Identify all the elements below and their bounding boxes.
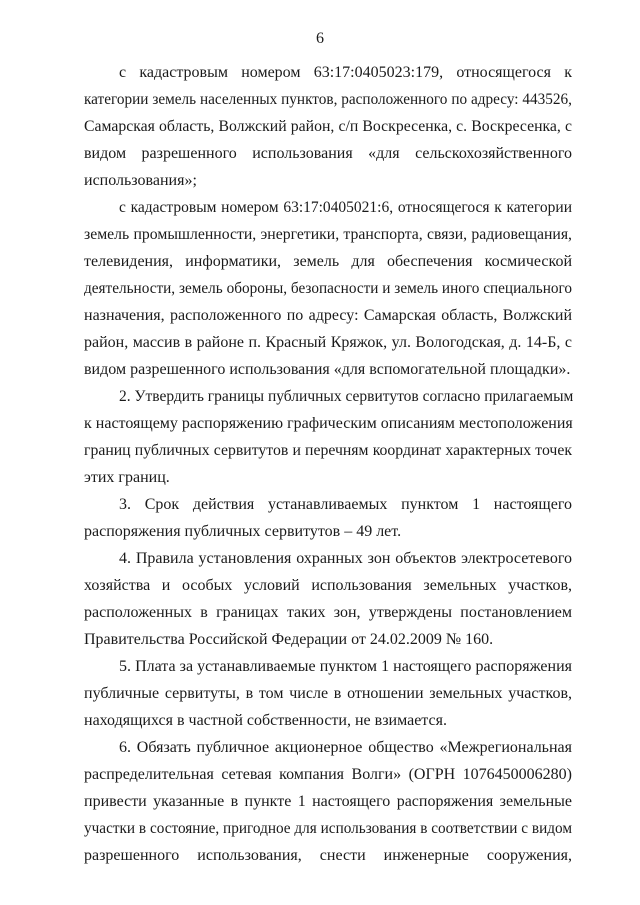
text-line: телевидения, информатики, земель для обеспечения космической [84,253,572,270]
page-number: 6 [316,30,324,47]
text-line: 5. Плата за устанавливаемые пунктом 1 настоящего распоряжения [119,658,572,675]
text-line: район, массив в районе п. Красный Кряжок, ул. Вологодская, д. 14-Б, с [84,334,572,351]
text-line: распоряжения публичных сервитутов – 49 лет. [84,523,402,540]
text-line: этих границ. [84,469,170,486]
text-line: 6. Обязать публичное акционерное общество «Межрегиональная [119,739,572,756]
text-line: границ публичных сервитутов и перечням координат характерных точек [84,442,572,459]
text-line: видом разрешенного использования «для вспомогательной площадки». [84,361,571,378]
text-line: привести указанные в пункте 1 настоящего распоряжения земельные [84,793,572,810]
text-line: земель промышленности, энергетики, транспорта, связи, радиовещания, [84,226,572,243]
text-line: с кадастровым номером 63:17:0405021:6, относящегося к категории [119,199,572,216]
text-line: Правительства Российской Федерации от 24.02.2009 № 160. [84,631,494,648]
text-line: с кадастровым номером 63:17:0405023:179, относящегося к [119,64,572,81]
text-line: распределительная сетевая компания Волги» (ОГРН 1076450006280) [84,766,572,783]
text-line: категории земель населенных пунктов, расположенного по адресу: 443526, [84,91,572,108]
text-line: Самарская область, Волжский район, с/п Воскресенка, с. Воскресенка, с [84,118,572,135]
text-line: расположенных в границах таких зон, утверждены постановлением [84,604,572,621]
text-line: к настоящему распоряжению графическим описаниям местоположения [84,415,573,432]
text-line: хозяйства и особых условий использования земельных участков, [84,577,572,594]
text-line: 3. Срок действия устанавливаемых пунктом 1 настоящего [119,496,572,513]
text-line: публичные сервитуты, в том числе в отношении земельных участков, [84,685,572,702]
text-line: участки в состояние, пригодное для использования в соответствии с видом [84,820,572,837]
text-line: использования»; [84,172,197,189]
text-line: видом разрешенного использования «для сельскохозяйственного [84,145,572,162]
text-line: находящихся в частной собственности, не взимается. [84,712,447,729]
text-line: 2. Утвердить границы публичных сервитутов согласно прилагаемым [119,388,574,405]
text-line: разрешенного использования, снести инженерные сооружения, [84,847,572,864]
text-line: 4. Правила установления охранных зон объектов электросетевого [119,550,572,567]
text-line: назначения, расположенного по адресу: Самарская область, Волжский [84,307,572,324]
text-line: деятельности, земель обороны, безопасности и земель иного специального [84,280,572,297]
